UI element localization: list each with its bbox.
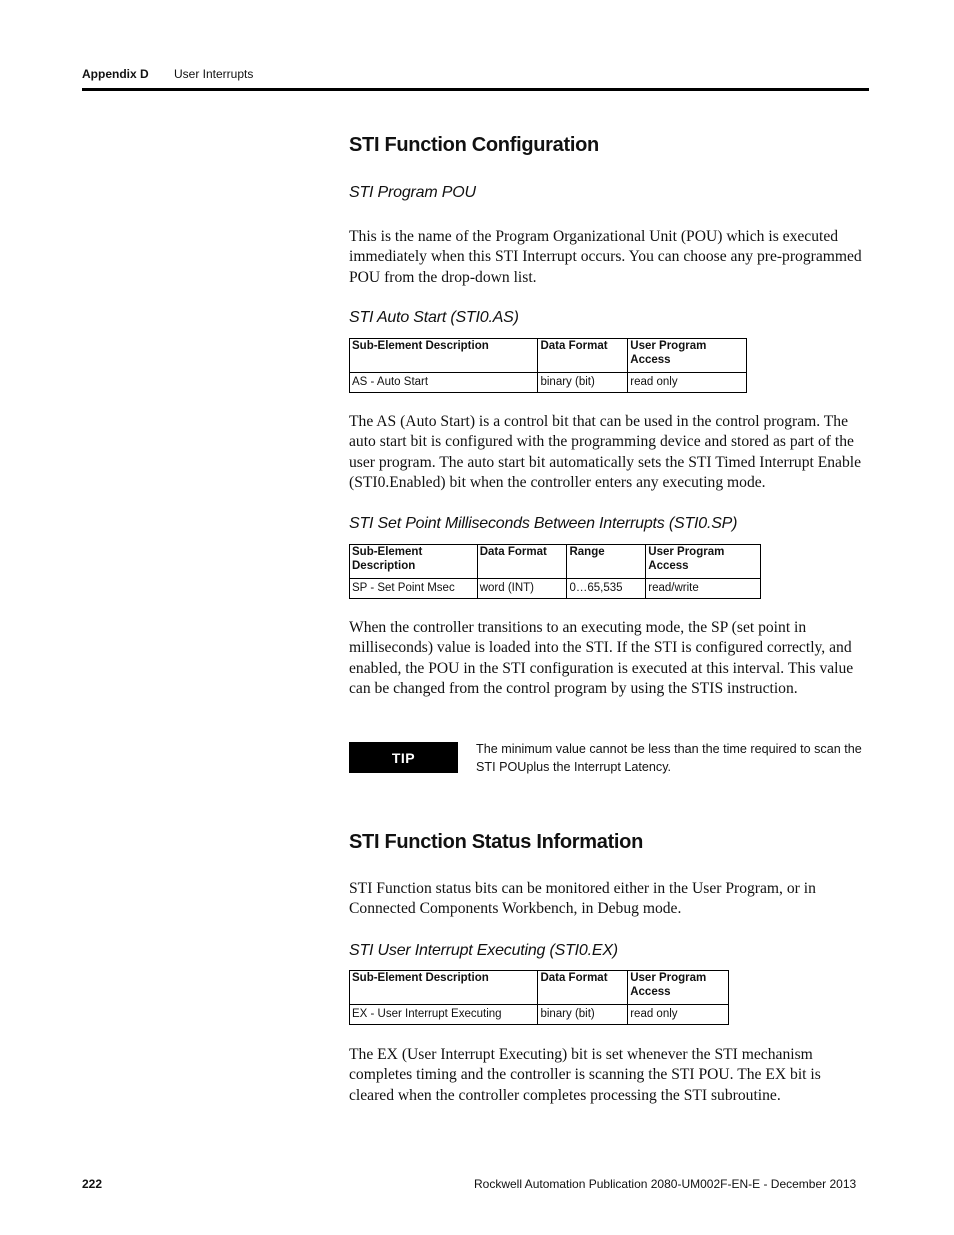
status-intro: STI Function status bits can be monitored either in the User Program, or in Connected Components Workbench, in Debug mode. [349, 880, 816, 918]
executing-paragraph: The EX (User Interrupt Executing) bit is set whenever the STI mechanism completes timing and the controller is scanning the STI POU. The EX bit is cleared when the controller completes processing the STI subroutine. [349, 1046, 821, 1104]
table-row [350, 579, 761, 599]
table-cell: binary (bit) [538, 1005, 628, 1025]
table-cell: read only [628, 373, 747, 393]
setpoint-table [349, 544, 761, 599]
appendix-label: Appendix D [82, 67, 149, 81]
table-cell: word (INT) [477, 579, 567, 599]
pou-paragraph: This is the name of the Program Organizational Unit (POU) which is executed immediately when this STI Interrupt occurs. You can choose any pre-programmed POU from the drop-down list. [349, 228, 862, 286]
table-cell: read/write [646, 579, 761, 599]
header-rule [82, 88, 869, 91]
table-cell: binary (bit) [538, 373, 628, 393]
publication-info: Rockwell Automation Publication 2080-UM002F-EN-E - December 2013 [474, 1177, 857, 1191]
table-row [350, 1005, 729, 1025]
table-cell: EX - User Interrupt Executing [350, 1005, 538, 1025]
header-cell: Range [567, 545, 646, 579]
header-cell: User Program Access [646, 545, 761, 579]
executing-table [349, 970, 729, 1025]
header-cell: Sub-Element Description [350, 339, 538, 373]
header-cell: Data Format [538, 971, 628, 1005]
table-cell: 0…65,535 [567, 579, 646, 599]
table-header-row [350, 545, 761, 579]
setpoint-paragraph: When the controller transitions to an executing mode, the SP (set point in milliseconds) value is loaded into the STI. If the STI is configured correctly, and enabled, the POU in the STI configuration is executed at this interval. This value can be changed from the control program by using the STIS instruction. [349, 619, 854, 697]
header-cell: Sub-Element Description [350, 971, 538, 1005]
pou-heading: STI Program POU [349, 184, 476, 201]
table-cell: read only [628, 1005, 729, 1025]
autostart-heading: STI Auto Start (STI0.AS) [349, 309, 519, 326]
executing-heading: STI User Interrupt Executing (STI0.EX) [349, 942, 618, 959]
header-cell: User Program Access [628, 339, 747, 373]
table-header-row [350, 971, 729, 1005]
tip-text: The minimum value cannot be less than the time required to scan the STI POUplus the Interrupt Latency. [476, 742, 862, 774]
autostart-table [349, 338, 747, 393]
header-cell: User Program Access [628, 971, 729, 1005]
status-title: STI Function Status Information [349, 831, 644, 853]
header-cell: Sub-Element Description [350, 545, 478, 579]
header-cell: Data Format [477, 545, 567, 579]
table-header-row [350, 339, 747, 373]
autostart-paragraph: The AS (Auto Start) is a control bit that can be used in the control program. The auto start bit is configured with the programming device and stored as part of the user program. The auto start bit automatically sets the STI Timed Interrupt Enable (STI0.Enabled) bit when the controller enters any executing mode. [349, 413, 862, 491]
page-number: 222 [82, 1177, 103, 1191]
tip-label: TIP [349, 742, 458, 773]
header-cell: Data Format [538, 339, 628, 373]
config-title: STI Function Configuration [349, 134, 599, 156]
section-label: User Interrupts [174, 67, 254, 81]
setpoint-heading: STI Set Point Milliseconds Between Interrupts (STI0.SP) [349, 515, 738, 532]
page-header [82, 64, 869, 86]
table-cell: AS - Auto Start [350, 373, 538, 393]
table-cell: SP - Set Point Msec [350, 579, 478, 599]
table-row [350, 373, 747, 393]
